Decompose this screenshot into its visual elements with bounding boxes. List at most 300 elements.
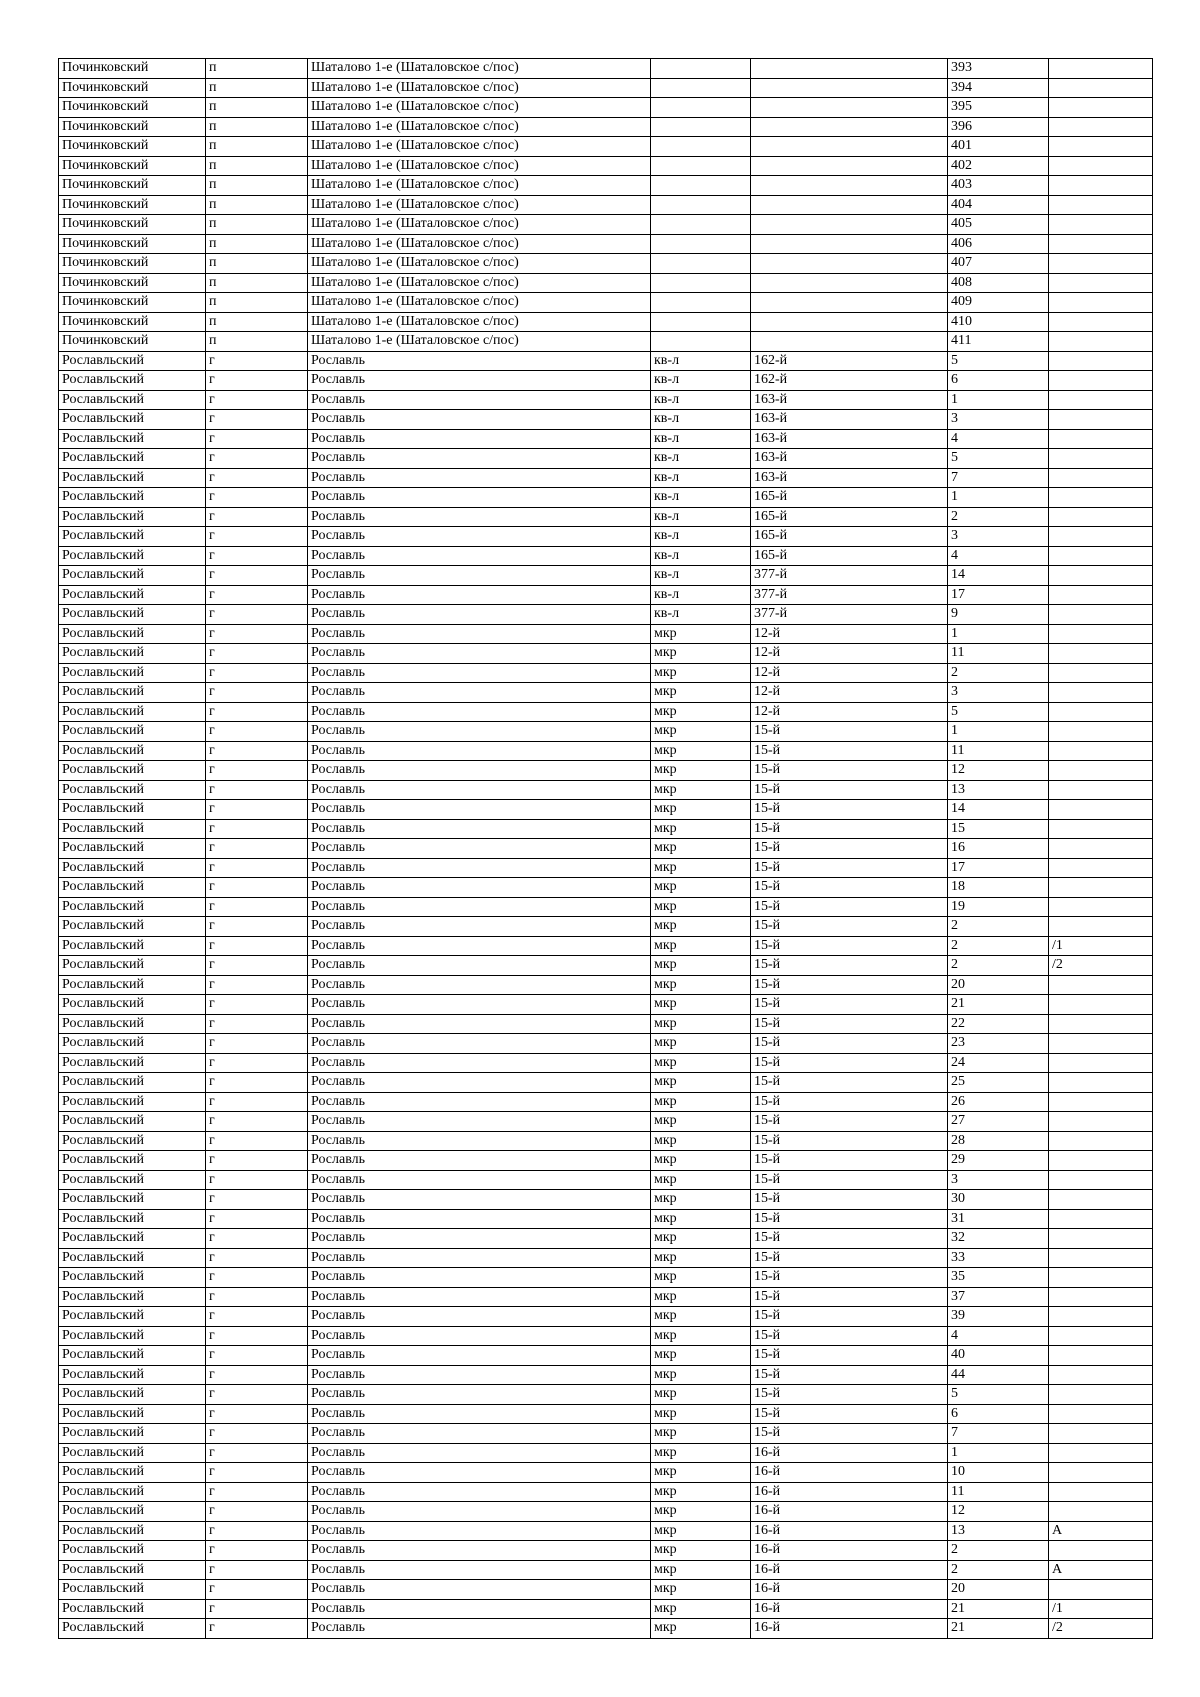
area-name-cell: 15-й: [751, 1131, 948, 1151]
area-type-cell: [651, 156, 751, 176]
building-suffix-cell: [1049, 858, 1153, 878]
house-number-cell: 18: [948, 878, 1049, 898]
settlement-type-cell: п: [206, 234, 308, 254]
building-suffix-cell: [1049, 995, 1153, 1015]
area-type-cell: [651, 98, 751, 118]
area-type-cell: мкр: [651, 800, 751, 820]
area-type-cell: мкр: [651, 644, 751, 664]
house-number-cell: 14: [948, 800, 1049, 820]
building-suffix-cell: [1049, 1326, 1153, 1346]
settlement-cell: Рославль: [308, 936, 651, 956]
house-number-cell: 1: [948, 722, 1049, 742]
area-type-cell: мкр: [651, 780, 751, 800]
area-type-cell: мкр: [651, 1580, 751, 1600]
settlement-cell: Рославль: [308, 1560, 651, 1580]
area-type-cell: кв-л: [651, 410, 751, 430]
area-type-cell: мкр: [651, 1287, 751, 1307]
house-number-cell: 2: [948, 936, 1049, 956]
settlement-type-cell: г: [206, 585, 308, 605]
settlement-cell: Рославль: [308, 1170, 651, 1190]
area-name-cell: 165-й: [751, 546, 948, 566]
settlement-cell: Рославль: [308, 1307, 651, 1327]
settlement-type-cell: г: [206, 1404, 308, 1424]
table-row: [59, 624, 1153, 644]
area-type-cell: [651, 137, 751, 157]
area-type-cell: [651, 176, 751, 196]
area-name-cell: 377-й: [751, 566, 948, 586]
settlement-cell: Рославль: [308, 839, 651, 859]
area-name-cell: 165-й: [751, 488, 948, 508]
building-suffix-cell: [1049, 1365, 1153, 1385]
area-type-cell: кв-л: [651, 488, 751, 508]
settlement-cell: Рославль: [308, 1092, 651, 1112]
table-row: [59, 1482, 1153, 1502]
building-suffix-cell: [1049, 254, 1153, 274]
table-row: [59, 1560, 1153, 1580]
district-cell: Рославльский: [59, 1209, 206, 1229]
settlement-cell: Рославль: [308, 1073, 651, 1093]
settlement-type-cell: г: [206, 1073, 308, 1093]
district-cell: Рославльский: [59, 1131, 206, 1151]
area-type-cell: мкр: [651, 956, 751, 976]
area-name-cell: 15-й: [751, 1014, 948, 1034]
building-suffix-cell: [1049, 917, 1153, 937]
house-number-cell: 20: [948, 975, 1049, 995]
district-cell: Рославльский: [59, 1443, 206, 1463]
house-number-cell: 4: [948, 1326, 1049, 1346]
area-name-cell: 163-й: [751, 429, 948, 449]
house-number-cell: 22: [948, 1014, 1049, 1034]
area-name-cell: 163-й: [751, 449, 948, 469]
table-row: [59, 98, 1153, 118]
building-suffix-cell: [1049, 1034, 1153, 1054]
district-cell: Рославльский: [59, 1170, 206, 1190]
settlement-type-cell: г: [206, 429, 308, 449]
building-suffix-cell: [1049, 1580, 1153, 1600]
table-row: [59, 429, 1153, 449]
area-type-cell: мкр: [651, 1170, 751, 1190]
area-name-cell: 15-й: [751, 878, 948, 898]
settlement-cell: Рославль: [308, 1541, 651, 1561]
house-number-cell: 408: [948, 273, 1049, 293]
table-row: [59, 722, 1153, 742]
settlement-type-cell: г: [206, 1443, 308, 1463]
district-cell: Рославльский: [59, 1190, 206, 1210]
building-suffix-cell: [1049, 312, 1153, 332]
settlement-cell: Рославль: [308, 527, 651, 547]
table-row: [59, 858, 1153, 878]
settlement-type-cell: г: [206, 449, 308, 469]
settlement-type-cell: г: [206, 975, 308, 995]
table-row: [59, 1131, 1153, 1151]
building-suffix-cell: [1049, 59, 1153, 79]
area-type-cell: [651, 117, 751, 137]
address-table-body: [59, 59, 1153, 1639]
area-name-cell: [751, 215, 948, 235]
house-number-cell: 404: [948, 195, 1049, 215]
settlement-type-cell: г: [206, 390, 308, 410]
building-suffix-cell: /1: [1049, 1599, 1153, 1619]
district-cell: Починковский: [59, 195, 206, 215]
district-cell: Рославльский: [59, 527, 206, 547]
building-suffix-cell: [1049, 1307, 1153, 1327]
settlement-type-cell: г: [206, 1424, 308, 1444]
table-row: [59, 1073, 1153, 1093]
house-number-cell: 7: [948, 468, 1049, 488]
area-type-cell: мкр: [651, 1599, 751, 1619]
settlement-cell: Рославль: [308, 1287, 651, 1307]
district-cell: Рославльский: [59, 1053, 206, 1073]
settlement-cell: Рославль: [308, 1268, 651, 1288]
district-cell: Рославльский: [59, 624, 206, 644]
house-number-cell: 407: [948, 254, 1049, 274]
settlement-type-cell: г: [206, 1131, 308, 1151]
area-name-cell: [751, 137, 948, 157]
building-suffix-cell: [1049, 527, 1153, 547]
building-suffix-cell: [1049, 195, 1153, 215]
settlement-cell: Рославль: [308, 351, 651, 371]
area-name-cell: 15-й: [751, 780, 948, 800]
area-type-cell: мкр: [651, 1521, 751, 1541]
table-row: [59, 1248, 1153, 1268]
area-type-cell: мкр: [651, 1053, 751, 1073]
house-number-cell: 403: [948, 176, 1049, 196]
house-number-cell: 3: [948, 527, 1049, 547]
district-cell: Рославльский: [59, 566, 206, 586]
area-name-cell: 15-й: [751, 1190, 948, 1210]
area-name-cell: 15-й: [751, 839, 948, 859]
area-type-cell: мкр: [651, 702, 751, 722]
area-type-cell: мкр: [651, 1307, 751, 1327]
area-name-cell: 15-й: [751, 897, 948, 917]
table-row: [59, 410, 1153, 430]
settlement-cell: Рославль: [308, 741, 651, 761]
district-cell: Рославльский: [59, 1112, 206, 1132]
settlement-type-cell: г: [206, 936, 308, 956]
area-name-cell: 15-й: [751, 1248, 948, 1268]
building-suffix-cell: [1049, 663, 1153, 683]
building-suffix-cell: [1049, 761, 1153, 781]
building-suffix-cell: [1049, 1170, 1153, 1190]
table-row: [59, 761, 1153, 781]
district-cell: Рославльский: [59, 1599, 206, 1619]
settlement-cell: Рославль: [308, 1502, 651, 1522]
settlement-type-cell: г: [206, 1365, 308, 1385]
settlement-type-cell: г: [206, 995, 308, 1015]
settlement-cell: Рославль: [308, 546, 651, 566]
house-number-cell: 24: [948, 1053, 1049, 1073]
settlement-type-cell: г: [206, 702, 308, 722]
area-type-cell: мкр: [651, 936, 751, 956]
district-cell: Рославльский: [59, 1580, 206, 1600]
building-suffix-cell: [1049, 839, 1153, 859]
settlement-type-cell: г: [206, 605, 308, 625]
building-suffix-cell: [1049, 137, 1153, 157]
table-row: [59, 137, 1153, 157]
area-name-cell: 165-й: [751, 527, 948, 547]
district-cell: Рославльский: [59, 1385, 206, 1405]
area-name-cell: 12-й: [751, 702, 948, 722]
district-cell: Рославльский: [59, 1502, 206, 1522]
area-name-cell: 15-й: [751, 722, 948, 742]
building-suffix-cell: [1049, 1151, 1153, 1171]
table-row: [59, 1619, 1153, 1639]
building-suffix-cell: А: [1049, 1560, 1153, 1580]
district-cell: Починковский: [59, 293, 206, 313]
house-number-cell: 402: [948, 156, 1049, 176]
building-suffix-cell: [1049, 780, 1153, 800]
area-name-cell: 15-й: [751, 1326, 948, 1346]
table-row: [59, 1092, 1153, 1112]
settlement-cell: Рославль: [308, 683, 651, 703]
house-number-cell: 14: [948, 566, 1049, 586]
district-cell: Рославльский: [59, 780, 206, 800]
building-suffix-cell: [1049, 1424, 1153, 1444]
table-row: [59, 1307, 1153, 1327]
area-type-cell: мкр: [651, 897, 751, 917]
area-type-cell: мкр: [651, 995, 751, 1015]
building-suffix-cell: [1049, 1385, 1153, 1405]
area-type-cell: мкр: [651, 761, 751, 781]
district-cell: Починковский: [59, 273, 206, 293]
area-type-cell: кв-л: [651, 429, 751, 449]
area-type-cell: мкр: [651, 839, 751, 859]
settlement-type-cell: г: [206, 488, 308, 508]
area-name-cell: 165-й: [751, 507, 948, 527]
settlement-cell: Рославль: [308, 449, 651, 469]
district-cell: Рославльский: [59, 410, 206, 430]
table-row: [59, 1521, 1153, 1541]
house-number-cell: 6: [948, 371, 1049, 391]
building-suffix-cell: [1049, 1053, 1153, 1073]
table-row: [59, 956, 1153, 976]
district-cell: Рославльский: [59, 1619, 206, 1639]
area-name-cell: 15-й: [751, 1307, 948, 1327]
area-type-cell: мкр: [651, 917, 751, 937]
house-number-cell: 2: [948, 1541, 1049, 1561]
district-cell: Рославльский: [59, 683, 206, 703]
settlement-cell: Рославль: [308, 1112, 651, 1132]
settlement-type-cell: г: [206, 566, 308, 586]
building-suffix-cell: [1049, 683, 1153, 703]
building-suffix-cell: [1049, 1014, 1153, 1034]
settlement-type-cell: г: [206, 507, 308, 527]
house-number-cell: 37: [948, 1287, 1049, 1307]
house-number-cell: 44: [948, 1365, 1049, 1385]
building-suffix-cell: [1049, 1209, 1153, 1229]
area-type-cell: мкр: [651, 975, 751, 995]
area-type-cell: мкр: [651, 1560, 751, 1580]
settlement-type-cell: г: [206, 1170, 308, 1190]
house-number-cell: 11: [948, 644, 1049, 664]
settlement-cell: Шаталово 1-е (Шаталовское с/пос): [308, 293, 651, 313]
table-row: [59, 390, 1153, 410]
area-type-cell: мкр: [651, 1463, 751, 1483]
building-suffix-cell: [1049, 546, 1153, 566]
table-row: [59, 995, 1153, 1015]
house-number-cell: 33: [948, 1248, 1049, 1268]
area-name-cell: 163-й: [751, 390, 948, 410]
area-type-cell: мкр: [651, 1229, 751, 1249]
area-type-cell: мкр: [651, 878, 751, 898]
district-cell: Починковский: [59, 98, 206, 118]
table-row: [59, 683, 1153, 703]
settlement-type-cell: г: [206, 1229, 308, 1249]
house-number-cell: 19: [948, 897, 1049, 917]
area-name-cell: 15-й: [751, 956, 948, 976]
building-suffix-cell: [1049, 1092, 1153, 1112]
settlement-cell: Рославль: [308, 390, 651, 410]
building-suffix-cell: /1: [1049, 936, 1153, 956]
table-row: [59, 1404, 1153, 1424]
district-cell: Рославльский: [59, 839, 206, 859]
house-number-cell: 410: [948, 312, 1049, 332]
settlement-type-cell: п: [206, 195, 308, 215]
house-number-cell: 5: [948, 351, 1049, 371]
area-name-cell: [751, 98, 948, 118]
house-number-cell: 27: [948, 1112, 1049, 1132]
settlement-cell: Шаталово 1-е (Шаталовское с/пос): [308, 117, 651, 137]
district-cell: Рославльский: [59, 975, 206, 995]
house-number-cell: 2: [948, 507, 1049, 527]
district-cell: Починковский: [59, 156, 206, 176]
settlement-type-cell: г: [206, 1541, 308, 1561]
area-name-cell: 15-й: [751, 917, 948, 937]
area-type-cell: мкр: [651, 858, 751, 878]
settlement-type-cell: г: [206, 683, 308, 703]
table-row: [59, 117, 1153, 137]
building-suffix-cell: [1049, 390, 1153, 410]
house-number-cell: 3: [948, 683, 1049, 703]
settlement-cell: Шаталово 1-е (Шаталовское с/пос): [308, 156, 651, 176]
settlement-type-cell: г: [206, 644, 308, 664]
house-number-cell: 394: [948, 78, 1049, 98]
building-suffix-cell: [1049, 624, 1153, 644]
area-name-cell: 16-й: [751, 1482, 948, 1502]
house-number-cell: 2: [948, 956, 1049, 976]
table-row: [59, 1365, 1153, 1385]
area-name-cell: 15-й: [751, 1112, 948, 1132]
house-number-cell: 17: [948, 585, 1049, 605]
district-cell: Рославльский: [59, 1541, 206, 1561]
settlement-type-cell: п: [206, 293, 308, 313]
building-suffix-cell: [1049, 117, 1153, 137]
area-name-cell: 15-й: [751, 1385, 948, 1405]
settlement-type-cell: п: [206, 254, 308, 274]
table-row: [59, 644, 1153, 664]
district-cell: Рославльский: [59, 663, 206, 683]
area-type-cell: кв-л: [651, 585, 751, 605]
area-name-cell: 16-й: [751, 1521, 948, 1541]
settlement-cell: Шаталово 1-е (Шаталовское с/пос): [308, 273, 651, 293]
district-cell: Починковский: [59, 59, 206, 79]
table-row: [59, 215, 1153, 235]
district-cell: Рославльский: [59, 1326, 206, 1346]
area-name-cell: 377-й: [751, 585, 948, 605]
house-number-cell: 3: [948, 410, 1049, 430]
district-cell: Рославльский: [59, 741, 206, 761]
settlement-cell: Рославль: [308, 605, 651, 625]
district-cell: Рославльский: [59, 819, 206, 839]
area-name-cell: 16-й: [751, 1463, 948, 1483]
area-type-cell: кв-л: [651, 527, 751, 547]
area-type-cell: мкр: [651, 1014, 751, 1034]
area-type-cell: [651, 293, 751, 313]
house-number-cell: 9: [948, 605, 1049, 625]
area-type-cell: мкр: [651, 1073, 751, 1093]
area-name-cell: 16-й: [751, 1443, 948, 1463]
house-number-cell: 6: [948, 1404, 1049, 1424]
house-number-cell: 393: [948, 59, 1049, 79]
district-cell: Рославльский: [59, 1463, 206, 1483]
building-suffix-cell: [1049, 1287, 1153, 1307]
area-name-cell: 15-й: [751, 1287, 948, 1307]
area-name-cell: 12-й: [751, 663, 948, 683]
house-number-cell: 395: [948, 98, 1049, 118]
area-name-cell: [751, 117, 948, 137]
area-name-cell: 16-й: [751, 1502, 948, 1522]
house-number-cell: 4: [948, 429, 1049, 449]
building-suffix-cell: [1049, 605, 1153, 625]
district-cell: Рославльский: [59, 917, 206, 937]
table-row: [59, 1209, 1153, 1229]
table-row: [59, 1424, 1153, 1444]
house-number-cell: 5: [948, 449, 1049, 469]
house-number-cell: 4: [948, 546, 1049, 566]
building-suffix-cell: [1049, 78, 1153, 98]
house-number-cell: 5: [948, 702, 1049, 722]
building-suffix-cell: [1049, 507, 1153, 527]
district-cell: Починковский: [59, 312, 206, 332]
table-row: [59, 293, 1153, 313]
settlement-type-cell: г: [206, 1287, 308, 1307]
settlement-type-cell: г: [206, 722, 308, 742]
building-suffix-cell: [1049, 273, 1153, 293]
area-name-cell: 15-й: [751, 1170, 948, 1190]
settlement-cell: Рославль: [308, 995, 651, 1015]
settlement-cell: Рославль: [308, 780, 651, 800]
settlement-type-cell: п: [206, 137, 308, 157]
settlement-type-cell: г: [206, 1482, 308, 1502]
building-suffix-cell: [1049, 410, 1153, 430]
area-name-cell: 15-й: [751, 1209, 948, 1229]
settlement-type-cell: г: [206, 1053, 308, 1073]
building-suffix-cell: [1049, 351, 1153, 371]
table-row: [59, 234, 1153, 254]
district-cell: Рославльский: [59, 878, 206, 898]
area-type-cell: [651, 254, 751, 274]
settlement-cell: Рославль: [308, 975, 651, 995]
house-number-cell: 20: [948, 1580, 1049, 1600]
settlement-type-cell: г: [206, 761, 308, 781]
settlement-cell: Рославль: [308, 1014, 651, 1034]
settlement-cell: Рославль: [308, 1521, 651, 1541]
settlement-cell: Рославль: [308, 1404, 651, 1424]
settlement-type-cell: г: [206, 1209, 308, 1229]
house-number-cell: 2: [948, 917, 1049, 937]
district-cell: Рославльский: [59, 1482, 206, 1502]
area-name-cell: 15-й: [751, 761, 948, 781]
settlement-cell: Рославль: [308, 1599, 651, 1619]
building-suffix-cell: [1049, 1541, 1153, 1561]
district-cell: Рославльский: [59, 1092, 206, 1112]
settlement-cell: Рославль: [308, 663, 651, 683]
area-type-cell: мкр: [651, 1326, 751, 1346]
settlement-type-cell: г: [206, 1268, 308, 1288]
area-type-cell: мкр: [651, 1209, 751, 1229]
district-cell: Рославльский: [59, 1014, 206, 1034]
table-row: [59, 1502, 1153, 1522]
